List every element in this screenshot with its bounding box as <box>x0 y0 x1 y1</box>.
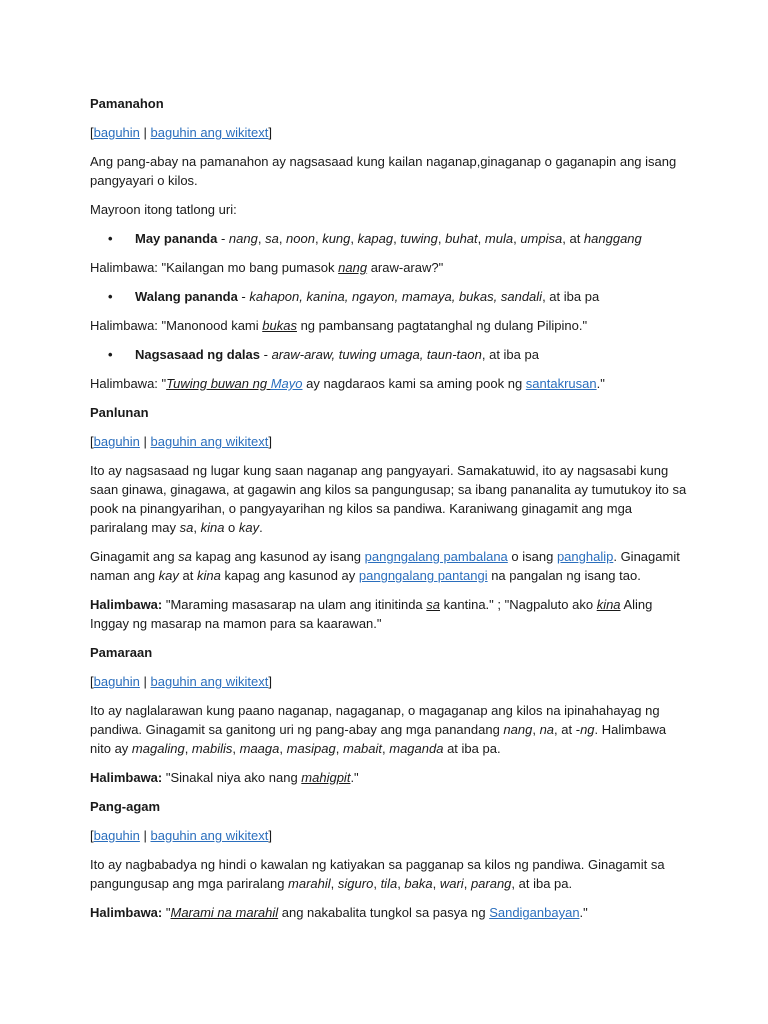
section-heading-panlunan: Panlunan <box>90 405 149 420</box>
section-heading-pamaraan: Pamaraan <box>90 645 153 660</box>
santakrusan-link[interactable]: santakrusan <box>525 376 597 391</box>
mayo-link[interactable]: Mayo <box>270 376 303 391</box>
section-heading-pamanahon: Pamanahon <box>90 96 164 111</box>
pamanahon-intro: Mayroon itong tatlong uri: <box>90 202 237 217</box>
list-item-walang-pananda: • Walang pananda - kahapon, kanina, ngayon, mamaya, bukas, sandali, at iba pa <box>135 287 688 306</box>
edit-link[interactable]: baguhin <box>93 434 140 449</box>
panlunan-description: Ito ay nagsasaad ng lugar kung saan naganap ang pangyayari. Samakatuwid, ito ay nagsasabi kung saan ginawa, ginagawa, at gagawin ang kilos sa pangungusap; sa ibang pananalita ay tumutukoy ito sa pook na pinangyarihan, o pangyayarihan ng kilos sa pandiwa. Karaniwang ginagamit ang mga pariralang may sa, kina o kay. <box>90 463 687 535</box>
list-item-nagsasaad-ng-dalas: • Nagsasaad ng dalas - araw-araw, tuwing umaga, taun-taon, at iba pa <box>135 345 688 364</box>
pangngalang-pantangi-link[interactable]: pangngalang pantangi <box>358 568 488 583</box>
edit-wikitext-link[interactable]: baguhin ang wikitext <box>150 828 269 843</box>
edit-link[interactable]: baguhin <box>93 828 140 843</box>
example-3: Halimbawa: "Tuwing buwan ng Mayo ay nagdaraos kami sa aming pook ng santakrusan." <box>90 376 605 391</box>
pang-agam-description: Ito ay nagbabadya ng hindi o kawalan ng katiyakan sa pagganap sa kilos ng pandiwa. Ginagamit sa pangungusap ang mga pariralang marahil, siguro, tila, baka, wari, parang, at iba pa. <box>90 857 665 891</box>
example-2: Halimbawa: "Manonood kami bukas ng pambansang pagtatanghal ng dulang Pilipino." <box>90 318 588 333</box>
pamanahon-description: Ang pang-abay na pamanahon ay nagsasaad kung kailan naganap,ginaganap o gaganapin ang isang pangyayari o kilos. <box>90 154 677 188</box>
panlunan-usage: Ginagamit ang sa kapag ang kasunod ay isang pangngalang pambalana o isang panghalip. Ginagamit naman ang kay at kina kapag ang kasunod ay pangngalang pantangi na pangalan ng isang tao. <box>90 549 680 583</box>
pamaraan-example: Halimbawa: "Sinakal niya ako nang mahigpit." <box>90 770 359 785</box>
edit-links: [baguhin | baguhin ang wikitext] <box>90 828 272 843</box>
bullet-list <box>90 287 688 306</box>
edit-wikitext-link[interactable]: baguhin ang wikitext <box>150 674 269 689</box>
edit-wikitext-link[interactable]: baguhin ang wikitext <box>150 434 269 449</box>
bullet-list <box>90 345 688 364</box>
list-item-may-pananda: • May pananda - nang, sa, noon, kung, kapag, tuwing, buhat, mula, umpisa, at hanggang <box>135 229 688 248</box>
pang-agam-example: Halimbawa: "Marami na marahil ang nakabalita tungkol sa pasya ng Sandiganbayan." <box>90 905 588 920</box>
example-1: Halimbawa: "Kailangan mo bang pumasok nang araw-araw?" <box>90 260 444 275</box>
section-heading-pang-agam: Pang-agam <box>90 799 161 814</box>
edit-link[interactable]: baguhin <box>93 125 140 140</box>
pangngalang-pambalana-link[interactable]: pangngalang pambalana <box>364 549 508 564</box>
edit-link[interactable]: baguhin <box>93 674 140 689</box>
edit-links: [baguhin | baguhin ang wikitext] <box>90 434 272 449</box>
sandiganbayan-link[interactable]: Sandiganbayan <box>489 905 580 920</box>
bullet-list <box>90 229 688 248</box>
panlunan-example: Halimbawa: "Maraming masasarap na ulam ang itinitinda sa kantina." ; "Nagpaluto ako kina Aling Inggay ng masarap na mamon para sa kaarawan." <box>90 597 653 631</box>
panghalip-link[interactable]: panghalip <box>556 549 614 564</box>
edit-links: [baguhin | baguhin ang wikitext] <box>90 674 272 689</box>
edit-wikitext-link[interactable]: baguhin ang wikitext <box>150 125 269 140</box>
pamaraan-description: Ito ay naglalarawan kung paano naganap, nagaganap, o magaganap ang kilos na ipinahahayag ng pandiwa. Ginagamit sa ganitong uri ng pang-abay ang mga panandang nang, na, at -ng. Halimbawa nito ay magaling, mabilis, maaga, masipag, mabait, maganda at iba pa. <box>90 703 667 756</box>
edit-links: [baguhin | baguhin ang wikitext] <box>90 125 272 140</box>
